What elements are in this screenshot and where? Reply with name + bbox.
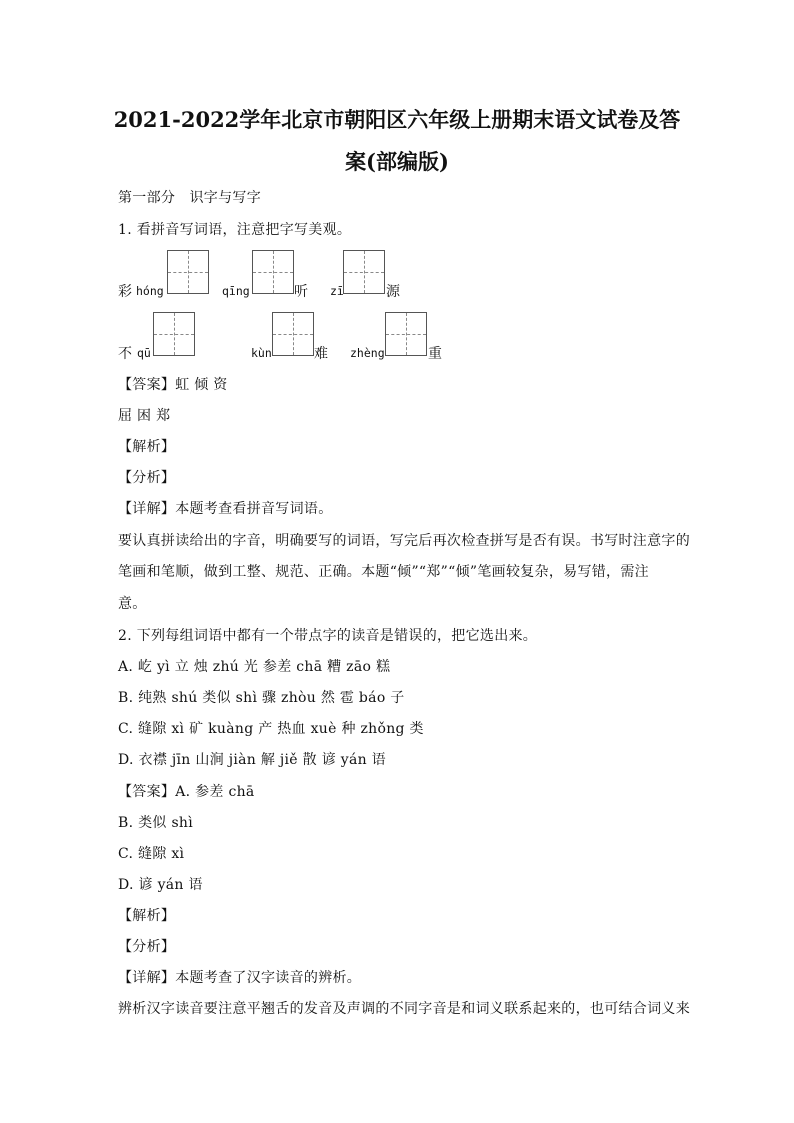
- q2-fenxi-label: 【分析】: [118, 939, 176, 955]
- writing-grid[interactable]: [252, 250, 294, 294]
- q1-answer-text-1: 虹 倾 资: [175, 377, 228, 393]
- answer-label: 【答案】: [118, 784, 176, 800]
- q1-item-3-pinyin: zī: [330, 284, 344, 298]
- q2-detail: [118, 967, 361, 987]
- writing-grid[interactable]: [272, 312, 314, 356]
- q2-detail-text: 本题考查了汉字读音的辨析。: [175, 970, 362, 986]
- q1-item-6-suffix: 重: [428, 346, 442, 362]
- detail-label: 【详解】: [118, 970, 176, 986]
- q1-item-4-pinyin: qū: [137, 346, 151, 360]
- q2-answer-a: A. 参差 chā: [175, 784, 255, 800]
- writing-grid[interactable]: [343, 250, 385, 294]
- detail-label: 【详解】: [118, 501, 176, 517]
- writing-grid[interactable]: [167, 250, 209, 294]
- question-2-prompt: 2. 下列每组词语中都有一个带点字的读音是错误的，把它选出来。: [118, 628, 538, 644]
- q2-option-b: B. 纯熟 shú 类似 shì 骤 zhòu 然 雹 báo 子: [118, 690, 405, 706]
- q2-jiexi-label: 【解析】: [118, 908, 176, 924]
- q1-item-3-suffix: 源: [386, 284, 400, 300]
- q1-item-2-pinyin: qīng: [222, 284, 250, 298]
- document-title-line-1: 2021-2022学年北京市朝阳区六年级上册期末语文试卷及答: [113, 107, 681, 132]
- q1-detail: [118, 498, 333, 518]
- q2-answer-b: B. 类似 shì: [118, 815, 194, 831]
- q2-option-d: D. 衣襟 jīn 山涧 jiàn 解 jiě 散 谚 yán 语: [118, 752, 386, 768]
- section-heading: 第一部分 识字与写字: [118, 190, 261, 206]
- answer-label: 【答案】: [118, 377, 176, 393]
- q2-option-c: C. 缝隙 xì 矿 kuàng 产 热血 xuè 种 zhǒng 类: [118, 721, 424, 737]
- q2-answer-d: D. 谚 yán 语: [118, 877, 203, 893]
- q1-item-1-pinyin: hóng: [136, 284, 164, 298]
- q1-item-5-suffix: 难: [314, 346, 328, 362]
- document-title-line-2: 案(部编版): [345, 149, 449, 174]
- q1-item-4-prefix: 不: [118, 346, 132, 362]
- q2-answer-c: C. 缝隙 xì: [118, 846, 185, 862]
- q1-detail-text: 本题考查看拼音写词语。: [175, 501, 333, 517]
- q1-explanation-line-1: 要认真拼读给出的字音，明确要写的词语，写完后再次检查拼写是否有误。书写时注意字的: [118, 533, 690, 549]
- q2-explanation-line-1: 辨析汉字读音要注意平翘舌的发音及声调的不同字音是和词义联系起来的，也可结合词义来: [118, 1001, 690, 1017]
- q1-item-5-pinyin: kùn: [251, 346, 272, 360]
- question-1-prompt: 1. 看拼音写词语，注意把字写美观。: [118, 222, 352, 238]
- writing-grid[interactable]: [153, 312, 195, 356]
- q1-explanation-line-3: 意。: [118, 596, 147, 612]
- q1-jiexi-label: 【解析】: [118, 439, 176, 455]
- q1-item-2-suffix: 听: [294, 284, 308, 300]
- q1-item-1-prefix: 彩: [118, 284, 132, 300]
- q1-answer-line-2: 屈 困 郑: [118, 408, 171, 424]
- q1-explanation-line-2: 笔画和笔顺，做到工整、规范、正确。本题“倾”“郑”“倾”笔画较复杂，易写错，需注: [118, 564, 649, 580]
- q1-fenxi-label: 【分析】: [118, 470, 176, 486]
- writing-grid[interactable]: [385, 312, 427, 356]
- q1-item-6-pinyin: zhèng: [350, 346, 385, 360]
- q2-option-a: A. 屹 yì 立 烛 zhú 光 参差 chā 糟 zāo 糕: [118, 659, 391, 675]
- q1-answer-line-1: [118, 374, 228, 394]
- q2-answer-line-1: [118, 781, 255, 801]
